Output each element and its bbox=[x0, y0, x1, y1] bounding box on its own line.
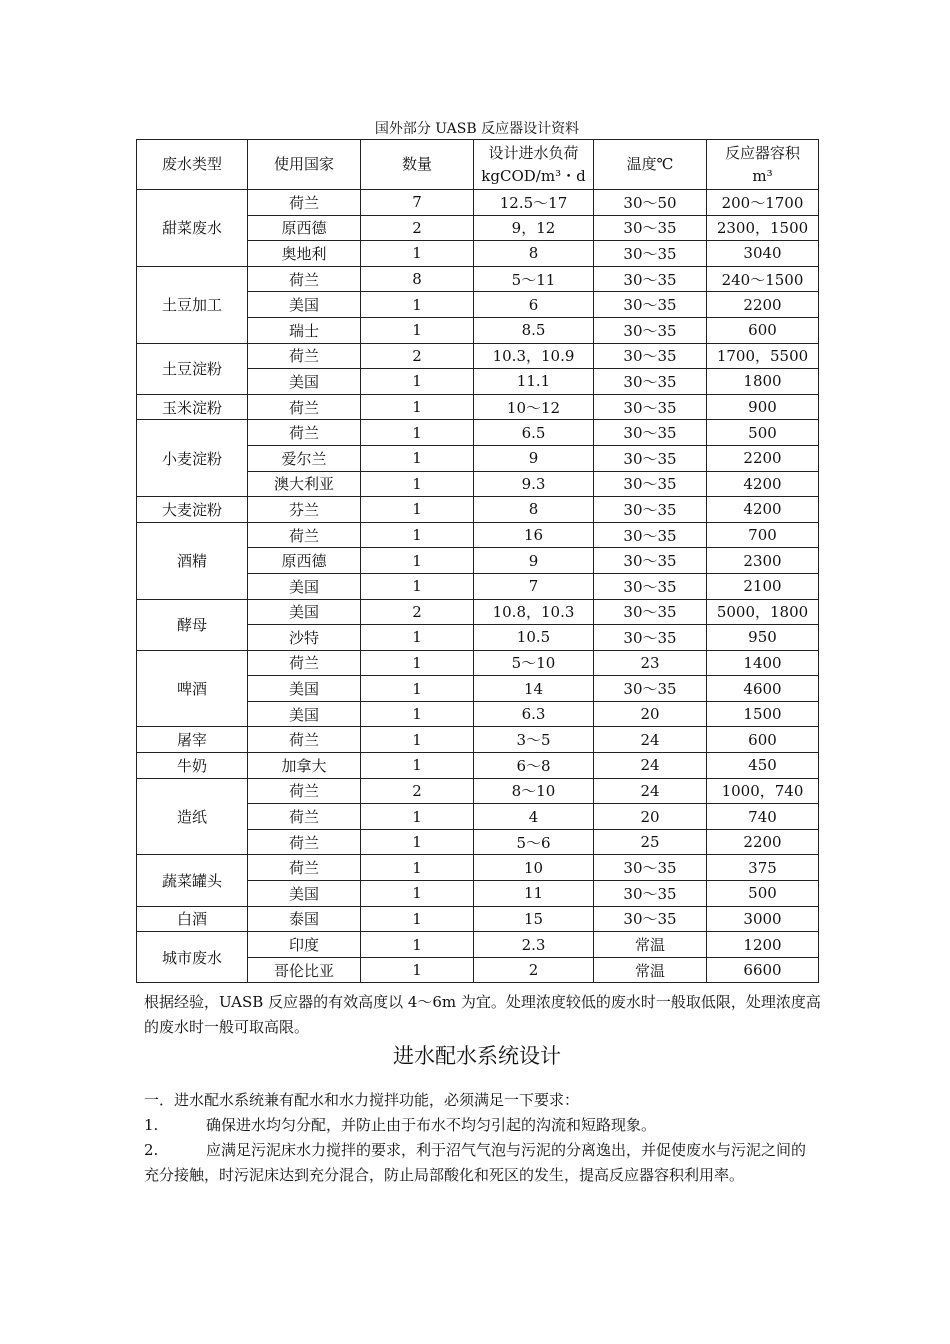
header-volume-line2: m³ bbox=[752, 166, 773, 185]
count-cell: 1 bbox=[361, 650, 474, 676]
volume-cell: 1200 bbox=[707, 932, 819, 958]
country-cell: 荷兰 bbox=[248, 855, 361, 881]
country-cell: 荷兰 bbox=[248, 343, 361, 369]
volume-cell: 500 bbox=[707, 881, 819, 907]
load-cell: 6.5 bbox=[474, 420, 594, 446]
table-row bbox=[137, 599, 819, 625]
count-cell: 2 bbox=[361, 215, 474, 241]
temp-cell: 20 bbox=[594, 804, 707, 830]
volume-cell: 1400 bbox=[707, 650, 819, 676]
volume-cell: 375 bbox=[707, 855, 819, 881]
table-row bbox=[137, 753, 819, 779]
load-cell: 3～5 bbox=[474, 727, 594, 753]
count-cell: 1 bbox=[361, 701, 474, 727]
count-cell: 1 bbox=[361, 497, 474, 523]
temp-cell: 30～35 bbox=[594, 445, 707, 471]
volume-cell: 1800 bbox=[707, 369, 819, 395]
temp-cell: 30～35 bbox=[594, 343, 707, 369]
wastewater-type-cell: 小麦淀粉 bbox=[137, 420, 248, 497]
country-cell: 加拿大 bbox=[248, 753, 361, 779]
volume-cell: 500 bbox=[707, 420, 819, 446]
volume-cell: 1700，5500 bbox=[707, 343, 819, 369]
country-cell: 美国 bbox=[248, 701, 361, 727]
header-volume bbox=[707, 140, 819, 190]
table-row bbox=[137, 343, 819, 369]
table-row bbox=[137, 727, 819, 753]
intro-paragraph: 一．进水配水系统兼有配水和水力搅拌功能，必须满足一下要求： bbox=[144, 1091, 580, 1109]
country-cell: 荷兰 bbox=[248, 727, 361, 753]
header-temp: 温度℃ bbox=[594, 140, 707, 190]
volume-cell: 3040 bbox=[707, 241, 819, 267]
temp-cell: 30～35 bbox=[594, 855, 707, 881]
temp-cell: 30～35 bbox=[594, 573, 707, 599]
wastewater-type-cell: 蔬菜罐头 bbox=[137, 855, 248, 906]
volume-cell: 2200 bbox=[707, 292, 819, 318]
volume-cell: 2100 bbox=[707, 573, 819, 599]
load-cell: 8～10 bbox=[474, 778, 594, 804]
count-cell: 2 bbox=[361, 599, 474, 625]
country-cell: 荷兰 bbox=[248, 266, 361, 292]
table-row bbox=[137, 650, 819, 676]
load-cell: 5～11 bbox=[474, 266, 594, 292]
count-cell: 1 bbox=[361, 445, 474, 471]
table-row bbox=[137, 855, 819, 881]
load-cell: 10 bbox=[474, 855, 594, 881]
temp-cell: 24 bbox=[594, 727, 707, 753]
volume-cell: 700 bbox=[707, 522, 819, 548]
temp-cell: 30～35 bbox=[594, 369, 707, 395]
country-cell: 荷兰 bbox=[248, 829, 361, 855]
uasb-design-table bbox=[136, 139, 819, 983]
country-cell: 美国 bbox=[248, 599, 361, 625]
temp-cell: 30～35 bbox=[594, 676, 707, 702]
table-row bbox=[137, 522, 819, 548]
volume-cell: 900 bbox=[707, 394, 819, 420]
country-cell: 美国 bbox=[248, 292, 361, 318]
load-cell: 2 bbox=[474, 957, 594, 983]
load-cell: 6～8 bbox=[474, 753, 594, 779]
temp-cell: 30～35 bbox=[594, 548, 707, 574]
header-load-line1: 设计进水负荷 bbox=[488, 143, 579, 162]
wastewater-type-cell: 城市废水 bbox=[137, 932, 248, 983]
country-cell: 爱尔兰 bbox=[248, 445, 361, 471]
count-cell: 1 bbox=[361, 369, 474, 395]
count-cell: 1 bbox=[361, 829, 474, 855]
wastewater-type-cell: 牛奶 bbox=[137, 753, 248, 779]
temp-cell: 30～35 bbox=[594, 266, 707, 292]
country-cell: 荷兰 bbox=[248, 190, 361, 216]
temp-cell: 30～35 bbox=[594, 317, 707, 343]
temp-cell: 30～35 bbox=[594, 394, 707, 420]
load-cell: 10.8，10.3 bbox=[474, 599, 594, 625]
country-cell: 美国 bbox=[248, 369, 361, 395]
count-cell: 8 bbox=[361, 266, 474, 292]
country-cell: 澳大利亚 bbox=[248, 471, 361, 497]
load-cell: 11.1 bbox=[474, 369, 594, 395]
load-cell: 10.5 bbox=[474, 625, 594, 651]
table-row bbox=[137, 778, 819, 804]
list-item-text: 确保进水均匀分配，并防止由于布水不均匀引起的沟流和短路现象。 bbox=[206, 1116, 657, 1134]
list-item-number: 2. bbox=[144, 1141, 159, 1159]
count-cell: 1 bbox=[361, 420, 474, 446]
country-cell: 沙特 bbox=[248, 625, 361, 651]
table-row bbox=[137, 190, 819, 216]
list-item-1 bbox=[144, 1113, 816, 1138]
country-cell: 荷兰 bbox=[248, 522, 361, 548]
load-cell: 8 bbox=[474, 497, 594, 523]
volume-cell: 2300 bbox=[707, 548, 819, 574]
load-cell: 14 bbox=[474, 676, 594, 702]
header-volume-line1: 反应器容积 bbox=[724, 143, 800, 162]
temp-cell: 30～35 bbox=[594, 599, 707, 625]
country-cell: 美国 bbox=[248, 573, 361, 599]
temp-cell: 30～35 bbox=[594, 625, 707, 651]
load-cell: 15 bbox=[474, 906, 594, 932]
load-cell: 5～6 bbox=[474, 829, 594, 855]
temp-cell: 30～35 bbox=[594, 522, 707, 548]
count-cell: 7 bbox=[361, 190, 474, 216]
volume-cell: 5000，1800 bbox=[707, 599, 819, 625]
wastewater-type-cell: 屠宰 bbox=[137, 727, 248, 753]
list-item-2 bbox=[144, 1138, 816, 1188]
load-cell: 2.3 bbox=[474, 932, 594, 958]
wastewater-type-cell: 啤酒 bbox=[137, 650, 248, 727]
load-cell: 7 bbox=[474, 573, 594, 599]
volume-cell: 6600 bbox=[707, 957, 819, 983]
load-cell: 10.3，10.9 bbox=[474, 343, 594, 369]
wastewater-type-cell: 大麦淀粉 bbox=[137, 497, 248, 523]
design-note: 根据经验，UASB 反应器的有效高度以 4～6m 为宜。处理浓度较低的废水时一般取低限，处理浓度高的废水时一般可取高限。 bbox=[144, 993, 821, 1036]
temp-cell: 30～35 bbox=[594, 906, 707, 932]
load-cell: 6.3 bbox=[474, 701, 594, 727]
volume-cell: 2300，1500 bbox=[707, 215, 819, 241]
load-cell: 6 bbox=[474, 292, 594, 318]
load-cell: 8.5 bbox=[474, 317, 594, 343]
temp-cell: 30～35 bbox=[594, 215, 707, 241]
country-cell: 奥地利 bbox=[248, 241, 361, 267]
header-load bbox=[474, 140, 594, 190]
temp-cell: 30～35 bbox=[594, 497, 707, 523]
country-cell: 美国 bbox=[248, 881, 361, 907]
count-cell: 1 bbox=[361, 471, 474, 497]
wastewater-type-cell: 造纸 bbox=[137, 778, 248, 855]
section-body bbox=[144, 1088, 816, 1188]
table-row bbox=[137, 420, 819, 446]
table-body bbox=[137, 190, 819, 983]
temp-cell: 30～35 bbox=[594, 292, 707, 318]
temp-cell: 30～35 bbox=[594, 471, 707, 497]
count-cell: 1 bbox=[361, 727, 474, 753]
volume-cell: 740 bbox=[707, 804, 819, 830]
table-header-row bbox=[137, 140, 819, 190]
volume-cell: 600 bbox=[707, 317, 819, 343]
header-country: 使用国家 bbox=[248, 140, 361, 190]
header-type: 废水类型 bbox=[137, 140, 248, 190]
volume-cell: 450 bbox=[707, 753, 819, 779]
volume-cell: 3000 bbox=[707, 906, 819, 932]
temp-cell: 23 bbox=[594, 650, 707, 676]
volume-cell: 4200 bbox=[707, 471, 819, 497]
table-row bbox=[137, 906, 819, 932]
temp-cell: 24 bbox=[594, 778, 707, 804]
table-row bbox=[137, 932, 819, 958]
load-cell: 8 bbox=[474, 241, 594, 267]
count-cell: 1 bbox=[361, 625, 474, 651]
volume-cell: 2200 bbox=[707, 445, 819, 471]
country-cell: 荷兰 bbox=[248, 650, 361, 676]
temp-cell: 常温 bbox=[594, 957, 707, 983]
wastewater-type-cell: 酒精 bbox=[137, 522, 248, 599]
temp-cell: 30～35 bbox=[594, 420, 707, 446]
load-cell: 11 bbox=[474, 881, 594, 907]
count-cell: 1 bbox=[361, 573, 474, 599]
wastewater-type-cell: 土豆淀粉 bbox=[137, 343, 248, 394]
country-cell: 瑞士 bbox=[248, 317, 361, 343]
volume-cell: 4600 bbox=[707, 676, 819, 702]
wastewater-type-cell: 酵母 bbox=[137, 599, 248, 650]
table-caption: 国外部分 UASB 反应器设计资料 bbox=[374, 121, 580, 137]
temp-cell: 30～50 bbox=[594, 190, 707, 216]
count-cell: 1 bbox=[361, 292, 474, 318]
wastewater-type-cell: 甜菜废水 bbox=[137, 190, 248, 267]
temp-cell: 25 bbox=[594, 829, 707, 855]
volume-cell: 4200 bbox=[707, 497, 819, 523]
count-cell: 1 bbox=[361, 241, 474, 267]
country-cell: 芬兰 bbox=[248, 497, 361, 523]
wastewater-type-cell: 玉米淀粉 bbox=[137, 394, 248, 420]
header-load-line2: kgCOD/m³・d bbox=[481, 166, 586, 185]
count-cell: 2 bbox=[361, 343, 474, 369]
list-item-text: 应满足污泥床水力搅拌的要求，利于沼气气泡与污泥的分离逸出，并促使废水与污泥之间的充分接触，时污泥床达到充分混合，防止局部酸化和死区的发生，提高反应器容积利用率。 bbox=[144, 1141, 807, 1184]
load-cell: 5～10 bbox=[474, 650, 594, 676]
country-cell: 泰国 bbox=[248, 906, 361, 932]
load-cell: 16 bbox=[474, 522, 594, 548]
volume-cell: 200～1700 bbox=[707, 190, 819, 216]
load-cell: 9.3 bbox=[474, 471, 594, 497]
temp-cell: 24 bbox=[594, 753, 707, 779]
country-cell: 原西德 bbox=[248, 548, 361, 574]
volume-cell: 950 bbox=[707, 625, 819, 651]
country-cell: 荷兰 bbox=[248, 804, 361, 830]
count-cell: 1 bbox=[361, 932, 474, 958]
count-cell: 1 bbox=[361, 881, 474, 907]
count-cell: 1 bbox=[361, 394, 474, 420]
country-cell: 荷兰 bbox=[248, 778, 361, 804]
country-cell: 印度 bbox=[248, 932, 361, 958]
country-cell: 原西德 bbox=[248, 215, 361, 241]
count-cell: 1 bbox=[361, 753, 474, 779]
table-row bbox=[137, 394, 819, 420]
volume-cell: 240～1500 bbox=[707, 266, 819, 292]
temp-cell: 20 bbox=[594, 701, 707, 727]
section-title: 进水配水系统设计 bbox=[393, 1044, 561, 1068]
load-cell: 10～12 bbox=[474, 394, 594, 420]
count-cell: 1 bbox=[361, 317, 474, 343]
country-cell: 哥伦比亚 bbox=[248, 957, 361, 983]
volume-cell: 600 bbox=[707, 727, 819, 753]
count-cell: 1 bbox=[361, 676, 474, 702]
load-cell: 12.5～17 bbox=[474, 190, 594, 216]
country-cell: 荷兰 bbox=[248, 420, 361, 446]
count-cell: 1 bbox=[361, 855, 474, 881]
temp-cell: 30～35 bbox=[594, 241, 707, 267]
table-row bbox=[137, 266, 819, 292]
wastewater-type-cell: 土豆加工 bbox=[137, 266, 248, 343]
list-item-number: 1. bbox=[144, 1116, 159, 1134]
load-cell: 9 bbox=[474, 548, 594, 574]
load-cell: 9 bbox=[474, 445, 594, 471]
header-count: 数量 bbox=[361, 140, 474, 190]
count-cell: 1 bbox=[361, 522, 474, 548]
temp-cell: 常温 bbox=[594, 932, 707, 958]
country-cell: 美国 bbox=[248, 676, 361, 702]
count-cell: 1 bbox=[361, 548, 474, 574]
country-cell: 荷兰 bbox=[248, 394, 361, 420]
volume-cell: 1500 bbox=[707, 701, 819, 727]
load-cell: 9，12 bbox=[474, 215, 594, 241]
count-cell: 1 bbox=[361, 957, 474, 983]
count-cell: 1 bbox=[361, 804, 474, 830]
count-cell: 1 bbox=[361, 906, 474, 932]
volume-cell: 2200 bbox=[707, 829, 819, 855]
count-cell: 2 bbox=[361, 778, 474, 804]
volume-cell: 1000，740 bbox=[707, 778, 819, 804]
table-row bbox=[137, 497, 819, 523]
load-cell: 4 bbox=[474, 804, 594, 830]
temp-cell: 30～35 bbox=[594, 881, 707, 907]
wastewater-type-cell: 白酒 bbox=[137, 906, 248, 932]
